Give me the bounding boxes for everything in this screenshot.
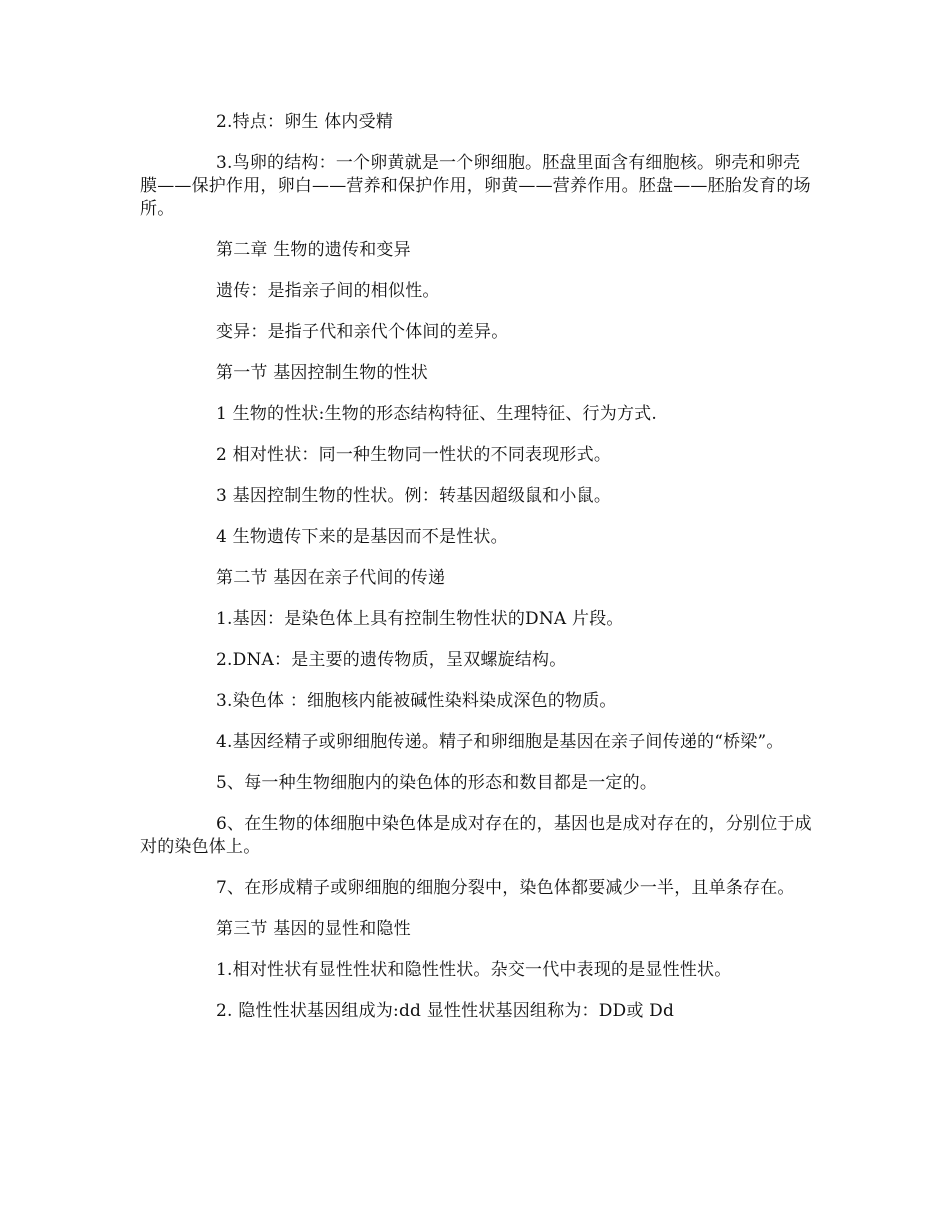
- paragraph: 6、在生物的体细胞中染色体是成对存在的，基因也是成对存在的，分别位于成对的染色体上。: [140, 814, 812, 857]
- section-heading: 第二节 基因在亲子代间的传递: [216, 568, 446, 588]
- paragraph: 2 相对性状：同一种生物同一性状的不同表现形式。: [216, 445, 612, 465]
- document-body: [140, 111, 812, 1041]
- section-heading: 第三节 基因的显性和隐性: [216, 919, 411, 939]
- section-heading: 第一节 基因控制生物的性状: [216, 363, 429, 383]
- paragraph: 4.基因经精子或卵细胞传递。精子和卵细胞是基因在亲子间传递的“桥梁”。: [216, 732, 784, 752]
- paragraph: 3 基因控制生物的性状。例：转基因超级鼠和小鼠。: [216, 486, 612, 506]
- paragraph: 3.染色体 ：细胞核内能被碱性染料染成深色的物质。: [216, 691, 617, 711]
- chapter-heading: 第二章 生物的遗传和变异: [216, 240, 411, 260]
- paragraph: 2. 隐性性状基因组成为:dd 显性性状基因组称为：DD或 Dd: [216, 1001, 675, 1021]
- paragraph: 2.特点：卵生 体内受精: [216, 112, 394, 132]
- paragraph: 7、在形成精子或卵细胞的细胞分裂中，染色体都要减少一半，且单条存在。: [216, 878, 795, 898]
- paragraph: 3.鸟卵的结构：一个卵黄就是一个卵细胞。胚盘里面含有细胞核。卵壳和卵壳膜——保护作用，卵白——营养和保护作用，卵黄——营养作用。胚盘——胚胎发育的场所。: [140, 153, 811, 219]
- paragraph: 2.DNA：是主要的遗传物质，呈双螺旋结构。: [216, 650, 567, 670]
- paragraph: 4 生物遗传下来的是基因而不是性状。: [216, 527, 508, 547]
- paragraph: 遗传：是指亲子间的相似性。: [216, 281, 440, 301]
- paragraph: 5、每一种生物细胞内的染色体的形态和数目都是一定的。: [216, 773, 658, 793]
- paragraph: 变异：是指子代和亲代个体间的差异。: [216, 322, 509, 342]
- paragraph: 1.相对性状有显性性状和隐性性状。杂交一代中表现的是显性性状。: [216, 960, 732, 980]
- paragraph: 1 生物的性状:生物的形态结构特征、生理特征、行为方式.: [216, 404, 657, 424]
- paragraph: 1.基因：是染色体上具有控制生物性状的DNA 片段。: [216, 609, 624, 629]
